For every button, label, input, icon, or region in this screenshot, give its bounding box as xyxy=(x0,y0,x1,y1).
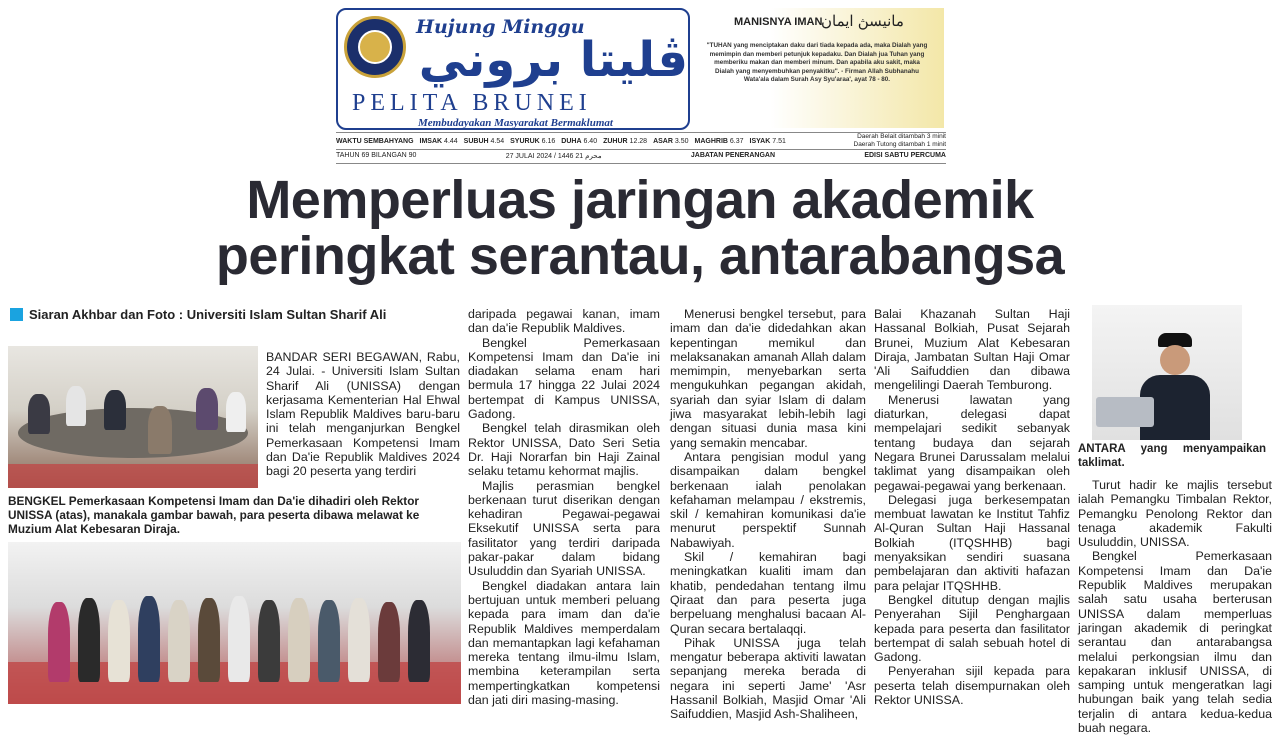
square-bullet-icon xyxy=(10,308,23,321)
article-column-2: daripada pegawai kanan, imam dan da'ie Republik Maldives. Bengkel Pemerkasaan Kompetensi Imam dan Da'ie ini diadakan selama enam hari bermula 17 hingga 22 Julai 2024 bertempat di Kampus UNISSA, Gadong. Bengkel telah dirasmikan oleh Rektor UNISSA, Dato Seri Setia Dr. Haji Norarfan bin Haji Zainal selaku tetamu kehormat majlis. Majlis perasmian bengkel berkenaan turut diserikan dengan kehadiran Pegawai-pegawai Eksekutif UNISSA serta para fasilitator yang terdiri daripada pakar-pakar dalam bidang Usuluddin dan Syariah UNISSA. Bengkel diadakan antara lain bertujuan untuk memberi peluang kepada para imam dan da'ie Republik Maldives memperdalam dan memantapkan lagi kefahaman mereka tentang ilmu-ilmu Islam, membina keterampilan serta mempertingkatkan kompetensi dan jati diri masing-masing. xyxy=(468,307,660,708)
workshop-photo xyxy=(8,346,258,488)
iman-arabic: مانيسڽ ايمان xyxy=(821,13,904,30)
prayer-imsak: IMSAK 4.44 xyxy=(419,137,458,145)
prayer-note: Daerah Belait ditambah 3 minit Daerah Tutong ditambah 1 minit xyxy=(853,133,946,148)
prayer-maghrib: MAGHRIB 6.37 xyxy=(694,137,744,145)
masthead-title: PELITA BRUNEI xyxy=(352,90,592,116)
prayer-syuruk: SYURUK 6.16 xyxy=(510,137,556,145)
arabic-masthead-title: ڤليتا بروني xyxy=(418,32,688,88)
article-column-4: Balai Khazanah Sultan Haji Hassanal Bolkiah, Pusat Sejarah Brunei, Muzium Alat Kebesaran Diraja, Jambatan Sultan Haji Omar 'Ali Saifuddien dan dibawa mengelilingi Daerah Temburong. Menerusi lawatan yang diaturkan, delegasi dapat mempelajari sedikit sebanyak tentang budaya dan sejarah Negara Brunei Darussalam melalui taklimat yang disampaikan oleh pegawai-pegawai yang berkenaan. Delegasi juga berkesempatan membuat lawatan ke Institut Tahfiz Al-Quran Sultan Haji Hassanal Bolkiah (ITQSHHB) bagi menyaksikan sendiri suasana pembelajaran dan aktiviti hafazan para pelajar ITQSHHB. Bengkel ditutup dengan majlis Penyerahan Sijil Penghargaan kepada para peserta dan fasilitator bertempat di salah sebuah hotel di Gadong. Penyerahan sijil kepada para peserta telah disempurnakan oleh Rektor UNISSA. xyxy=(874,307,1070,708)
article-column-5: Turut hadir ke majlis tersebut ialah Pemangku Timbalan Rektor, Pemangku Penolong Rektor dan tenaga akademik Fakulti Usuluddin, UNISSA. Bengkel Pemerkasaan Kompetensi Imam dan Da'ie Republik Maldives merupakan salah satu usaha berterusan UNISSA dalam memperluas jaringan akademik di peringkat serantau dan antarabangsa melalui perkongsian ilmu dan kepakaran inklusif UNISSA, di samping untuk mengeratkan lagi hubungan baik yang telah sedia terjalin di antara kedua-kedua buah negara. xyxy=(1078,478,1272,735)
prayer-zuhur: ZUHUR 12.28 xyxy=(603,137,648,145)
publisher: JABATAN PENERANGAN xyxy=(690,152,776,159)
article-column-1 xyxy=(266,350,460,479)
issue-info-row xyxy=(336,152,946,164)
prayer-isyak: ISYAK 7.51 xyxy=(749,137,786,145)
lead-paragraph: BANDAR SERI BEGAWAN, Rabu, 24 Julai. - Universiti Islam Sultan Sharif Ali (UNISSA) dengan kerjasama Kementerian Hal Ehwal Islam Republik Maldives baru-baru ini telah menganjurkan Bengkel Pemerkasaan Kompetensi Imam dan Da'ie Republik Maldives 2024 bagi 20 peserta yang terdiri xyxy=(266,350,460,479)
group-visit-photo xyxy=(8,542,461,704)
logo-box xyxy=(336,8,690,130)
photo-caption: BENGKEL Pemerkasaan Kompetensi Imam dan Da'ie dihadiri oleh Rektor UNISSA (atas), manakala gambar bawah, para peserta dibawa melawat ke Muzium Alat Kebesaran Diraja. xyxy=(8,494,420,536)
prayer-asar: ASAR 3.50 xyxy=(653,137,689,145)
speaker-caption: ANTARA yang menyampaikan taklimat. xyxy=(1078,443,1266,469)
article-column-3: Menerusi bengkel tersebut, para imam dan da'ie didedahkan akan kepentingan memikul dan melaksanakan amanah Allah dalam memimpin, menyebarkan serta mengukuhkan pegangan akidah, syariah dan syiar Islam di dalam jiwa masyarakat lebih-lebih lagi dengan situasi dunia masa kini yang semakin mencabar. Antara pengisian modul yang disampaikan dalam bengkel berkenaan ialah penolakan kefahaman melampau / ekstremis, skil / kemahiran komunikasi da'ie menurut perspektif Sunnah Nabawiyah. Skil / kemahiran bagi meningkatkan kualiti imam dan khatib, pendedahan tentang ilmu Qiraat dan para peserta juga berpeluang menghalusi bacaan Al-Quran secara bertalaqqi. Pihak UNISSA juga telah mengatur beberapa aktiviti lawatan sepanjang mereka berada di negara ini seperti Jame' 'Asr Hassanil Bolkiah, Masjid Omar 'Ali Saifuddien, Masjid Ash-Shaliheen, xyxy=(670,307,866,722)
issue-date: 27 JULAI 2024 / 1446 21 محرم xyxy=(505,153,602,160)
prayer-label: WAKTU SEMBAHYANG xyxy=(336,137,414,145)
source-text: Siaran Akhbar dan Foto : Universiti Islam Sultan Sharif Ali xyxy=(29,307,387,322)
iman-quote: "TUHAN yang menciptakan daku dari tiada kepada ada, maka Dialah yang memimpin dan memberi petunjuk kepadaku. Dan Dialah jua Tuhan yang memberiku makan dan memberi minum. Dan apabila aku sakit, maka Dialah yang menyembuhkan penyakitku". - Firman Allah Subhanahu Wata'ala dalam Surah Asy Syu'araa', ayat 78 - 80. xyxy=(706,42,928,83)
iman-title: MANISNYA IMAN xyxy=(734,16,823,28)
prayer-duha: DUHA 6.40 xyxy=(561,137,598,145)
prayer-subuh: SUBUH 4.54 xyxy=(463,137,505,145)
masthead-tagline: Membudayakan Masyarakat Bermaklumat xyxy=(418,117,613,129)
hujung-minggu-label: Hujung Minggu xyxy=(416,16,585,38)
prayer-times-row xyxy=(336,132,946,150)
masthead xyxy=(336,4,946,164)
issue-number: TAHUN 69 BILANGAN 90 xyxy=(336,152,417,159)
speaker-photo xyxy=(1092,305,1242,440)
crest-seal-icon xyxy=(344,16,406,78)
article-headline: Memperluas jaringan akademik peringkat serantau, antarabangsa xyxy=(215,170,1065,286)
manisnya-iman-box xyxy=(696,8,944,128)
edition: EDISI SABTU PERCUMA xyxy=(864,152,946,159)
source-line xyxy=(10,307,386,322)
